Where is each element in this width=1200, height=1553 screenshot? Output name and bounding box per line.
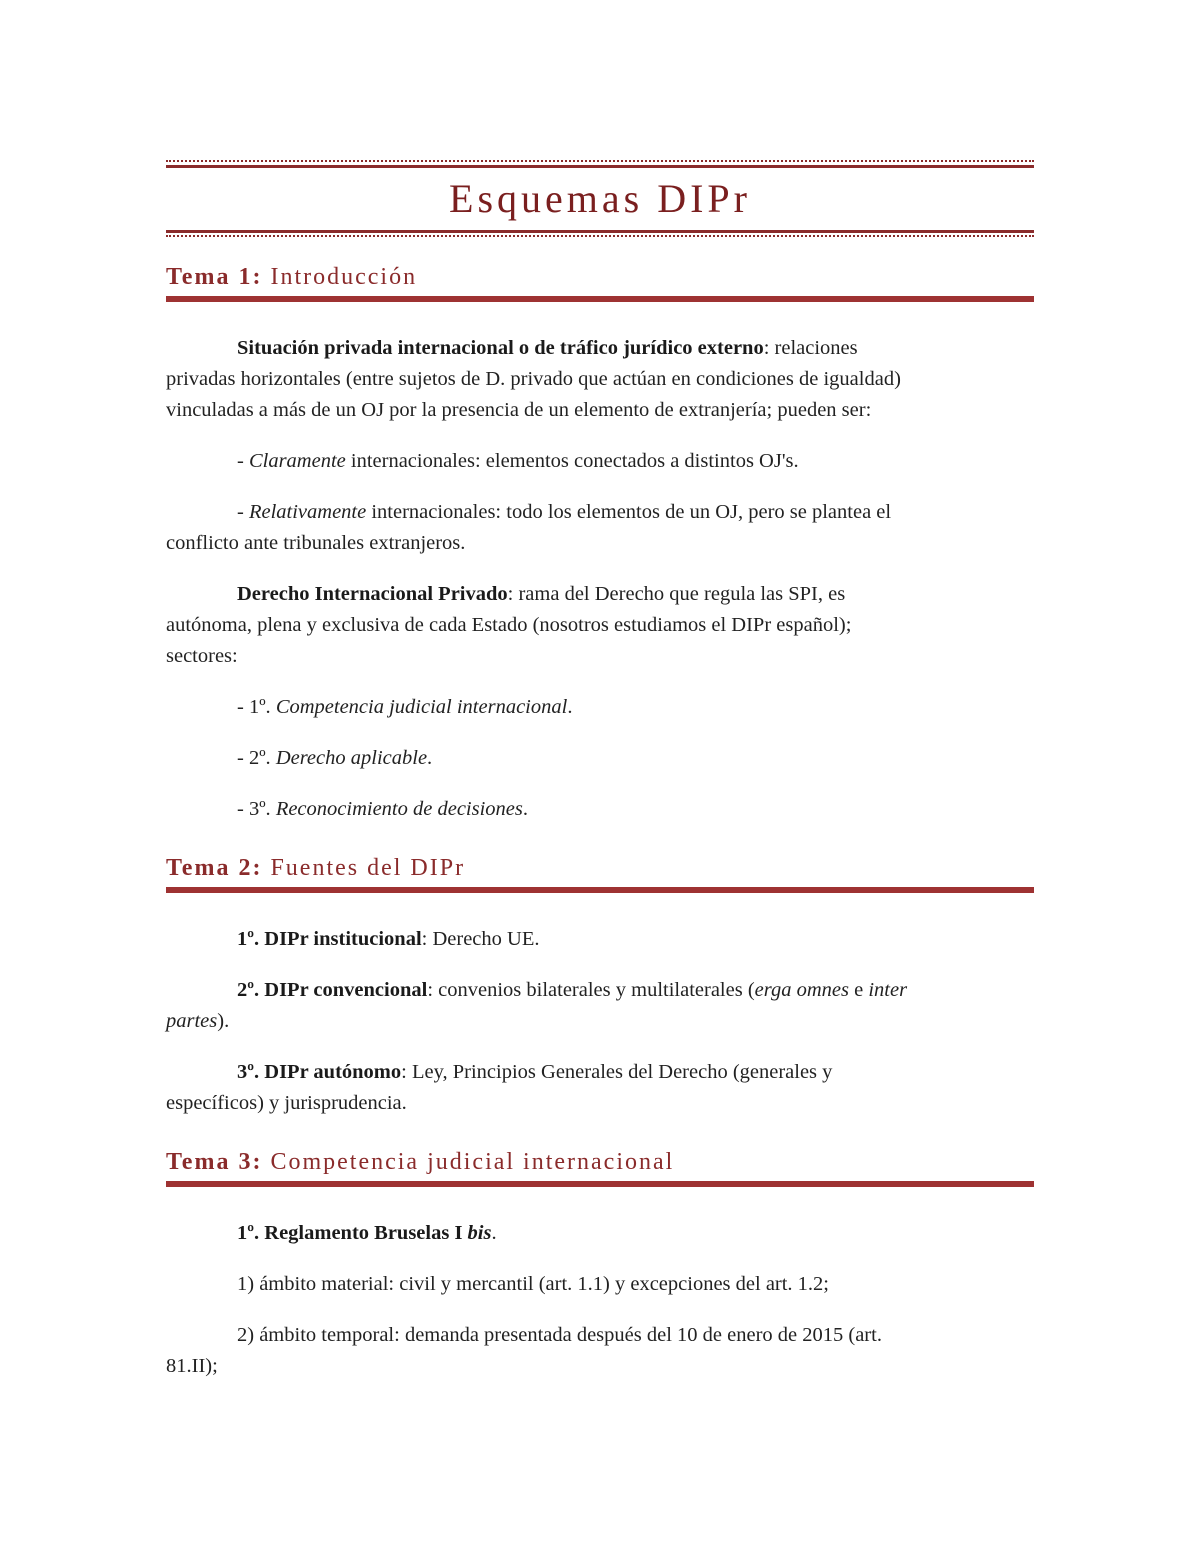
term-bold-italic: bis	[467, 1222, 492, 1244]
section-rule	[166, 296, 1034, 302]
document-title: Esquemas DIPr	[449, 176, 751, 221]
section-title: Fuentes del DIPr	[270, 855, 466, 881]
text: : Ley, Principios Generales del Derecho (generales y	[401, 1061, 833, 1083]
dash: -	[237, 450, 249, 472]
list-item-sector-3	[166, 794, 1034, 825]
paragraph-dipr-institucional	[166, 924, 1034, 955]
text: - 2º.	[237, 747, 276, 769]
text: : rama del Derecho que regula las SPI, es	[507, 583, 846, 605]
section-rule	[166, 1181, 1034, 1187]
paragraph-dipr-autonomo	[166, 1057, 1034, 1119]
term-italic: partes	[166, 1010, 218, 1032]
text: sectores:	[166, 645, 238, 667]
text: .	[427, 747, 433, 769]
text: ).	[217, 1010, 230, 1032]
section-number: Tema 2:	[166, 855, 263, 881]
term-bold: Situación privada internacional o de tráfico jurídico externo	[237, 337, 764, 359]
list-item-claramente	[166, 446, 1034, 477]
section-heading-tema-3	[166, 1147, 1034, 1177]
term-bold: 2º. DIPr convencional	[237, 979, 428, 1001]
document-page	[166, 160, 1034, 1382]
text: 2) ámbito temporal: demanda presentada después del 10 de enero de 2015 (art.	[237, 1324, 882, 1346]
title-top-rule	[166, 160, 1034, 168]
section-heading-tema-1	[166, 262, 1034, 292]
text: específicos) y jurisprudencia.	[166, 1092, 407, 1114]
text: internacionales: elementos conectados a distintos OJ's.	[345, 450, 799, 472]
text: 1) ámbito material: civil y mercantil (art. 1.1) y excepciones del art. 1.2;	[237, 1273, 830, 1295]
text: .	[522, 798, 528, 820]
term-bold: 1º. Reglamento Bruselas I	[237, 1222, 468, 1244]
paragraph-bruselas-heading	[166, 1218, 1034, 1249]
term-italic: erga omnes	[754, 979, 849, 1001]
text: conflicto ante tribunales extranjeros.	[166, 532, 466, 554]
section-number: Tema 3:	[166, 1149, 263, 1175]
section-title: Introducción	[270, 264, 418, 290]
list-item-sector-1	[166, 692, 1034, 723]
term-italic: Claramente	[248, 450, 346, 472]
term-italic: Competencia judicial internacional	[275, 696, 568, 718]
text: e	[848, 979, 869, 1001]
term-italic: Relativamente	[248, 501, 367, 523]
section-rule	[166, 887, 1034, 893]
term-bold: 1º. DIPr institucional	[237, 928, 422, 950]
section-title: Competencia judicial internacional	[270, 1149, 675, 1175]
text: .	[567, 696, 573, 718]
term-italic: Derecho aplicable	[275, 747, 428, 769]
term-italic: inter	[868, 979, 908, 1001]
text: - 3º.	[237, 798, 276, 820]
paragraph-ambito-temporal	[166, 1320, 1034, 1382]
text: 81.II);	[166, 1355, 218, 1377]
paragraph-dipr-definition	[166, 579, 1034, 672]
paragraph-ambito-material	[166, 1269, 1034, 1300]
section-heading-tema-2	[166, 853, 1034, 883]
paragraph-dipr-convencional	[166, 975, 1034, 1037]
text: - 1º.	[237, 696, 276, 718]
term-bold: Derecho Internacional Privado	[237, 583, 508, 605]
term-bold: 3º. DIPr autónomo	[237, 1061, 402, 1083]
list-item-sector-2	[166, 743, 1034, 774]
text: autónoma, plena y exclusiva de cada Estado (nosotros estudiamos el DIPr español);	[166, 614, 852, 636]
dash: -	[237, 501, 249, 523]
text: : convenios bilaterales y multilaterales (	[427, 979, 755, 1001]
text: : Derecho UE.	[421, 928, 540, 950]
section-number: Tema 1:	[166, 264, 263, 290]
text: privadas horizontales (entre sujetos de D. privado que actúan en condiciones de igualdad)	[166, 368, 901, 390]
text: : relaciones	[763, 337, 858, 359]
text: .	[491, 1222, 497, 1244]
list-item-relativamente	[166, 497, 1034, 559]
title-bottom-rule	[166, 230, 1034, 238]
text: internacionales: todo los elementos de un OJ, pero se plantea el	[366, 501, 892, 523]
term-italic: Reconocimiento de decisiones	[275, 798, 523, 820]
paragraph-situacion-privada	[166, 333, 1034, 426]
text: vinculadas a más de un OJ por la presencia de un elemento de extranjería; pueden ser:	[166, 399, 872, 421]
